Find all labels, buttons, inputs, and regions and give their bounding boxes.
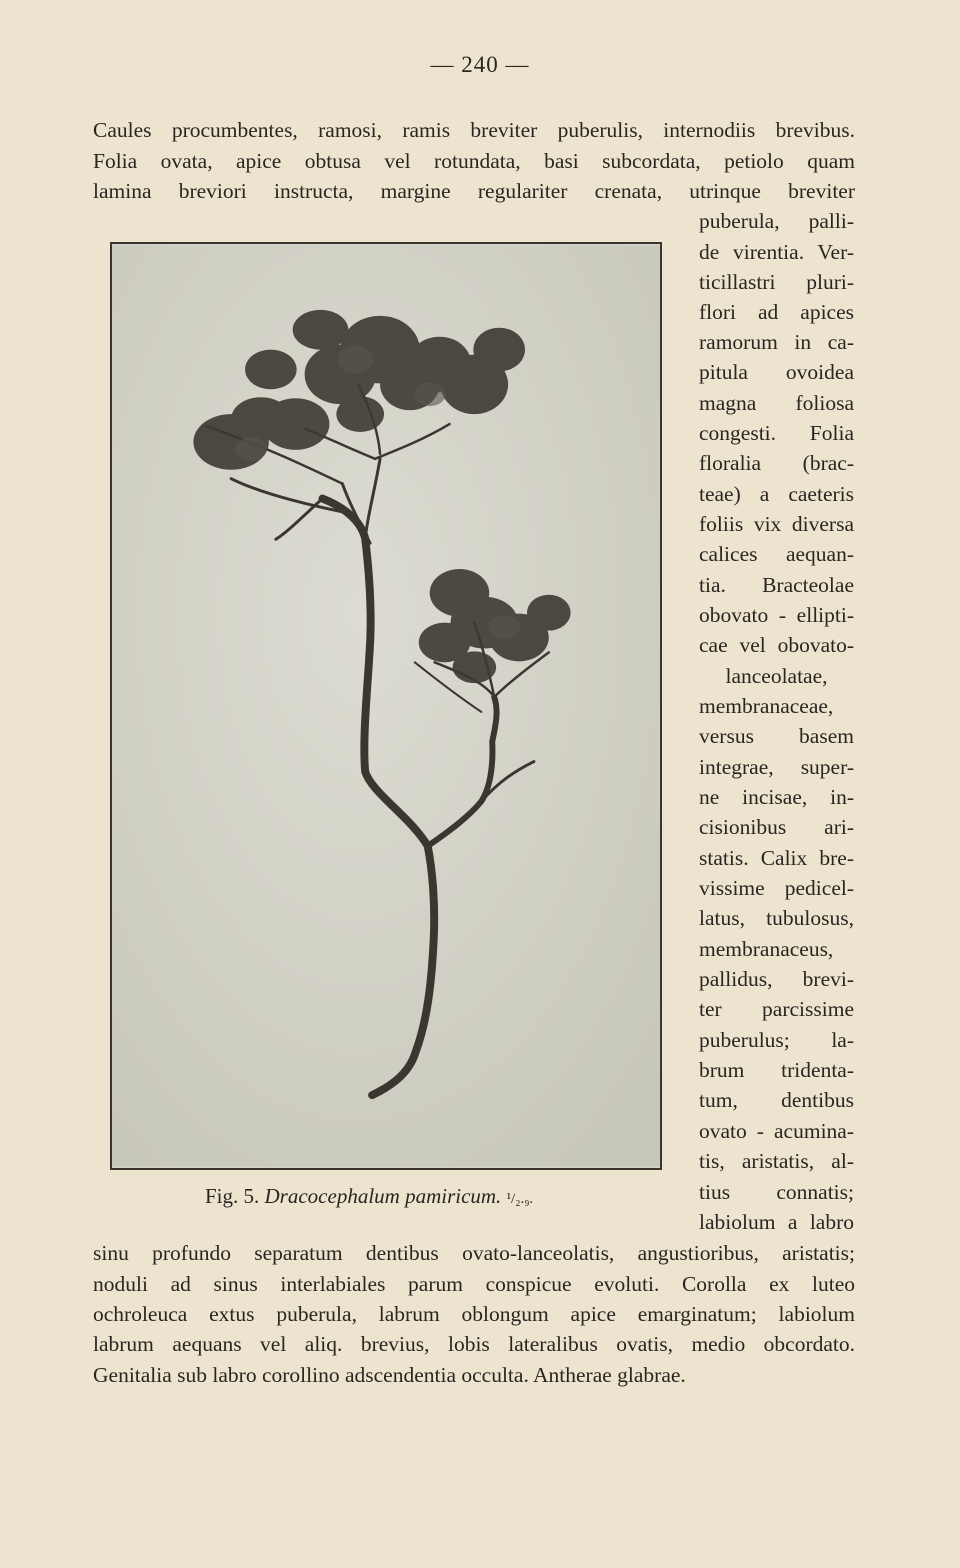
side-line: integrae, super- (699, 755, 854, 779)
side-line: lanceolatae, (725, 664, 828, 688)
side-line: de virentia. Ver- (699, 240, 854, 264)
side-line: latus, tubulosus, (699, 906, 854, 930)
side-line: cisionibus ari- (699, 815, 854, 839)
plant-specimen-figure (110, 242, 662, 1170)
side-line: calices aequan- (699, 542, 854, 566)
figure-caption-prefix: Fig. 5. (205, 1184, 260, 1208)
body-line: ochroleuca extus puberula, labrum oblongum apice emarginatum; labiolum (93, 1302, 855, 1326)
side-line: membranaceus, (699, 937, 834, 961)
side-line: ne incisae, in- (699, 785, 854, 809)
side-line: cae vel obovato- (699, 633, 854, 657)
side-line: statis. Calix bre- (699, 846, 854, 870)
side-line: ovato - acumina- (699, 1119, 854, 1143)
side-line: vissime pedicel- (699, 876, 854, 900)
side-line: foliis vix diversa (699, 512, 854, 536)
body-line: noduli ad sinus interlabiales parum conspicue evoluti. Corolla ex luteo (93, 1272, 855, 1296)
side-line: pitula ovoidea (699, 360, 854, 384)
side-line: teae) a caeteris (699, 482, 854, 506)
body-line: sinu profundo separatum dentibus ovato-lanceolatis, angustioribus, aristatis; (93, 1241, 855, 1265)
body-line: lamina breviori instructa, margine regulariter crenata, utrinque breviter (93, 179, 855, 203)
side-line: membranaceae, (699, 694, 834, 718)
figure-caption-species: Dracocephalum pamiricum. (264, 1184, 502, 1208)
side-line: tia. Bracteolae (699, 573, 854, 597)
figure-caption-scale: ¹/₂.₉. (506, 1191, 534, 1207)
plant-specimen-illustration (112, 244, 660, 1168)
side-line: congesti. Folia (699, 421, 854, 445)
body-line: Folia ovata, apice obtusa vel rotundata, basi subcordata, petiolo quam (93, 149, 855, 173)
page-number: — 240 — (430, 52, 530, 77)
side-line: tis, aristatis, al- (699, 1149, 854, 1173)
figure-caption (205, 1184, 533, 1209)
body-line: labrum aequans vel aliq. brevius, lobis lateralibus ovatis, medio obcordato. (93, 1332, 855, 1356)
side-line: pallidus, brevi- (699, 967, 854, 991)
side-line: floralia (brac- (699, 451, 854, 475)
side-line: versus basem (699, 724, 854, 748)
side-line: flori ad apices (699, 300, 854, 324)
side-line: tum, dentibus (699, 1088, 854, 1112)
body-line: Caules procumbentes, ramosi, ramis breviter puberulis, internodiis brevibus. (93, 118, 855, 142)
side-line: obovato - ellipti- (699, 603, 854, 627)
side-line: puberulus; la- (699, 1028, 854, 1052)
side-line: ticillastri pluri- (699, 270, 854, 294)
side-line: brum tridenta- (699, 1058, 854, 1082)
side-line: magna foliosa (699, 391, 854, 415)
body-line: Genitalia sub labro corollino adscendentia occulta. Antherae glabrae. (93, 1363, 686, 1387)
side-line: puberula, palli- (699, 209, 854, 233)
side-line: ramorum in ca- (699, 330, 854, 354)
side-line: tius connatis; (699, 1180, 854, 1204)
side-line: labiolum a labro (699, 1210, 854, 1234)
side-line: ter parcissime (699, 997, 854, 1021)
